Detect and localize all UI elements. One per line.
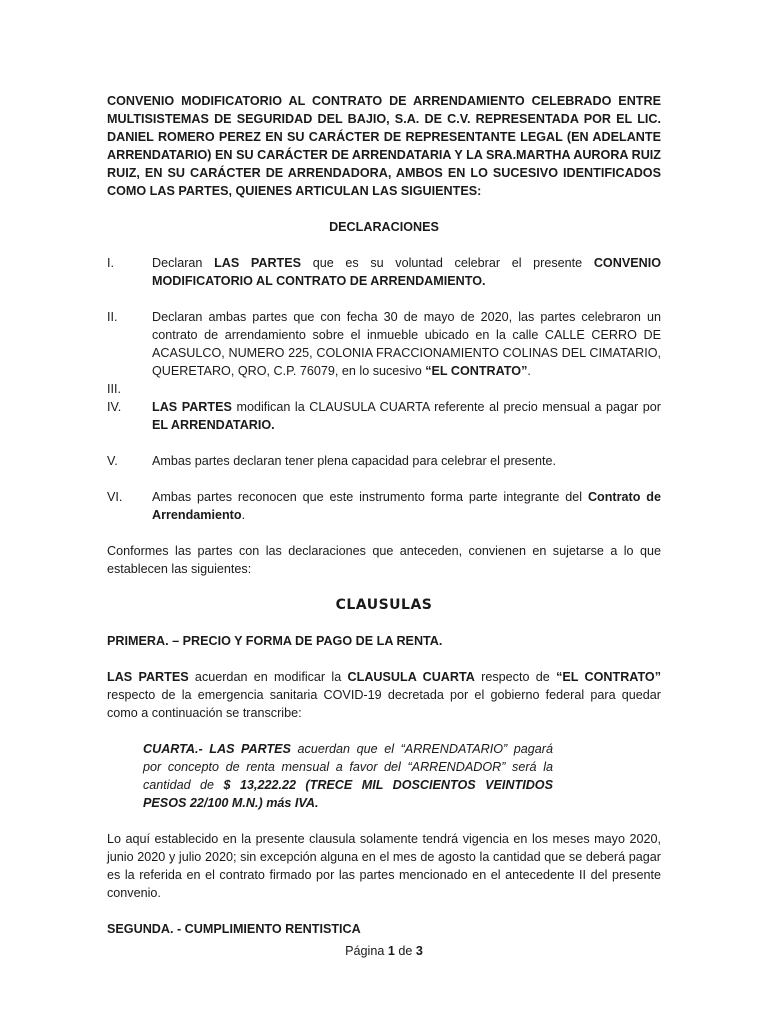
clausula-cuarta-quote: CUARTA.- LAS PARTES acuerdan que el “ARRENDATARIO” pagará por concepto de renta mensual a favor del “ARRENDADOR” será la cantidad de $ 13,222.22 (TRECE MIL DOSCIENTOS VEINTIDOS PESOS 22/100 M.N.) más IVA.: [143, 742, 553, 810]
declaracion-text: Declaran ambas partes que con fecha 30 de mayo de 2020, las partes celebraron un contrato de arrendamiento sobre el inmueble ubicado en la calle CALLE CERRO DE ACASULCO, NUMERO 225, COLONIA FRACCIONAMIENTO COLINAS DEL CIMATARIO, QUERETARO, QRO, C.P. 76079, en lo sucesivo “EL CONTRATO”.: [152, 310, 661, 378]
declaracion-item: [107, 308, 661, 380]
declaracion-number: V.: [107, 454, 118, 468]
declaracion-number: I.: [107, 256, 114, 270]
declaracion-text: Ambas partes reconocen que este instrumento forma parte integrante del Contrato de Arrendamiento.: [152, 490, 661, 522]
segunda-heading: SEGUNDA. - CUMPLIMIENTO RENTISTICA: [107, 922, 361, 936]
declaracion-text: Declaran LAS PARTES que es su voluntad celebrar el presente CONVENIO MODIFICATORIO AL CONTRATO DE ARRENDAMIENTO.: [152, 256, 662, 288]
primera-heading: PRIMERA. – PRECIO Y FORMA DE PAGO DE LA RENTA.: [107, 634, 443, 648]
declaracion-number: III.: [107, 382, 121, 396]
footer-of-label: de: [394, 944, 416, 958]
footer-current-page: 1: [387, 944, 395, 958]
page-footer: [0, 942, 768, 960]
declaracion-text: Ambas partes declaran tener plena capacidad para celebrar el presente.: [152, 454, 556, 468]
footer-page-label: Página: [345, 944, 388, 958]
document-body: [107, 92, 661, 938]
primera-paragraph: LAS PARTES acuerdan en modificar la CLAUSULA CUARTA respecto de “EL CONTRATO” respecto de la emergencia sanitaria COVID-19 decretada por el gobierno federal para quedar como a continuación se transcribe:: [107, 670, 662, 720]
declaraciones-heading: DECLARACIONES: [329, 220, 439, 234]
vigencia-paragraph: Lo aquí establecido en la presente clausula solamente tendrá vigencia en los meses mayo 2020, junio 2020 y julio 2020; sin excepción alguna en el mes de agosto la cantidad que se deberá pagar es la referida en el contrato firmado por las partes mencionado en el antecedente II del presente convenio.: [107, 832, 661, 900]
declaracion-item: [107, 380, 661, 398]
declaracion-item: [107, 488, 661, 524]
conformes-paragraph: Conformes las partes con las declaraciones que anteceden, convienen en sujetarse a lo que establecen las siguientes:: [107, 544, 661, 576]
declaracion-item: [107, 452, 661, 470]
declaracion-number: IV.: [107, 400, 122, 414]
declaracion-number: VI.: [107, 490, 123, 504]
footer-total-pages: 3: [415, 944, 423, 958]
declaracion-item: [107, 254, 661, 290]
declaracion-text: [152, 380, 661, 398]
declaracion-number: II.: [107, 310, 118, 324]
declaracion-item: [107, 398, 661, 434]
declaracion-text: LAS PARTES modifican la CLAUSULA CUARTA referente al precio mensual a pagar por EL ARRENDATARIO.: [152, 400, 661, 432]
document-title: CONVENIO MODIFICATORIO AL CONTRATO DE ARRENDAMIENTO CELEBRADO ENTRE MULTISISTEMAS DE SEGURIDAD DEL BAJIO, S.A. DE C.V. REPRESENTADA POR EL LIC. DANIEL ROMERO PEREZ EN SU CARÁCTER DE REPRESENTANTE LEGAL (EN ADELANTE ARRENDATARIO) EN SU CARÁCTER DE ARRENDATARIA Y LA SRA.MARTHA AURORA RUIZ RUIZ, EN SU CARÁCTER DE ARRENDADORA, AMBOS EN LO SUCESIVO IDENTIFICADOS COMO LAS PARTES, QUIENES ARTICULAN LAS SIGUIENTES:: [107, 94, 661, 198]
clausulas-heading: CLAUSULAS: [335, 597, 433, 613]
